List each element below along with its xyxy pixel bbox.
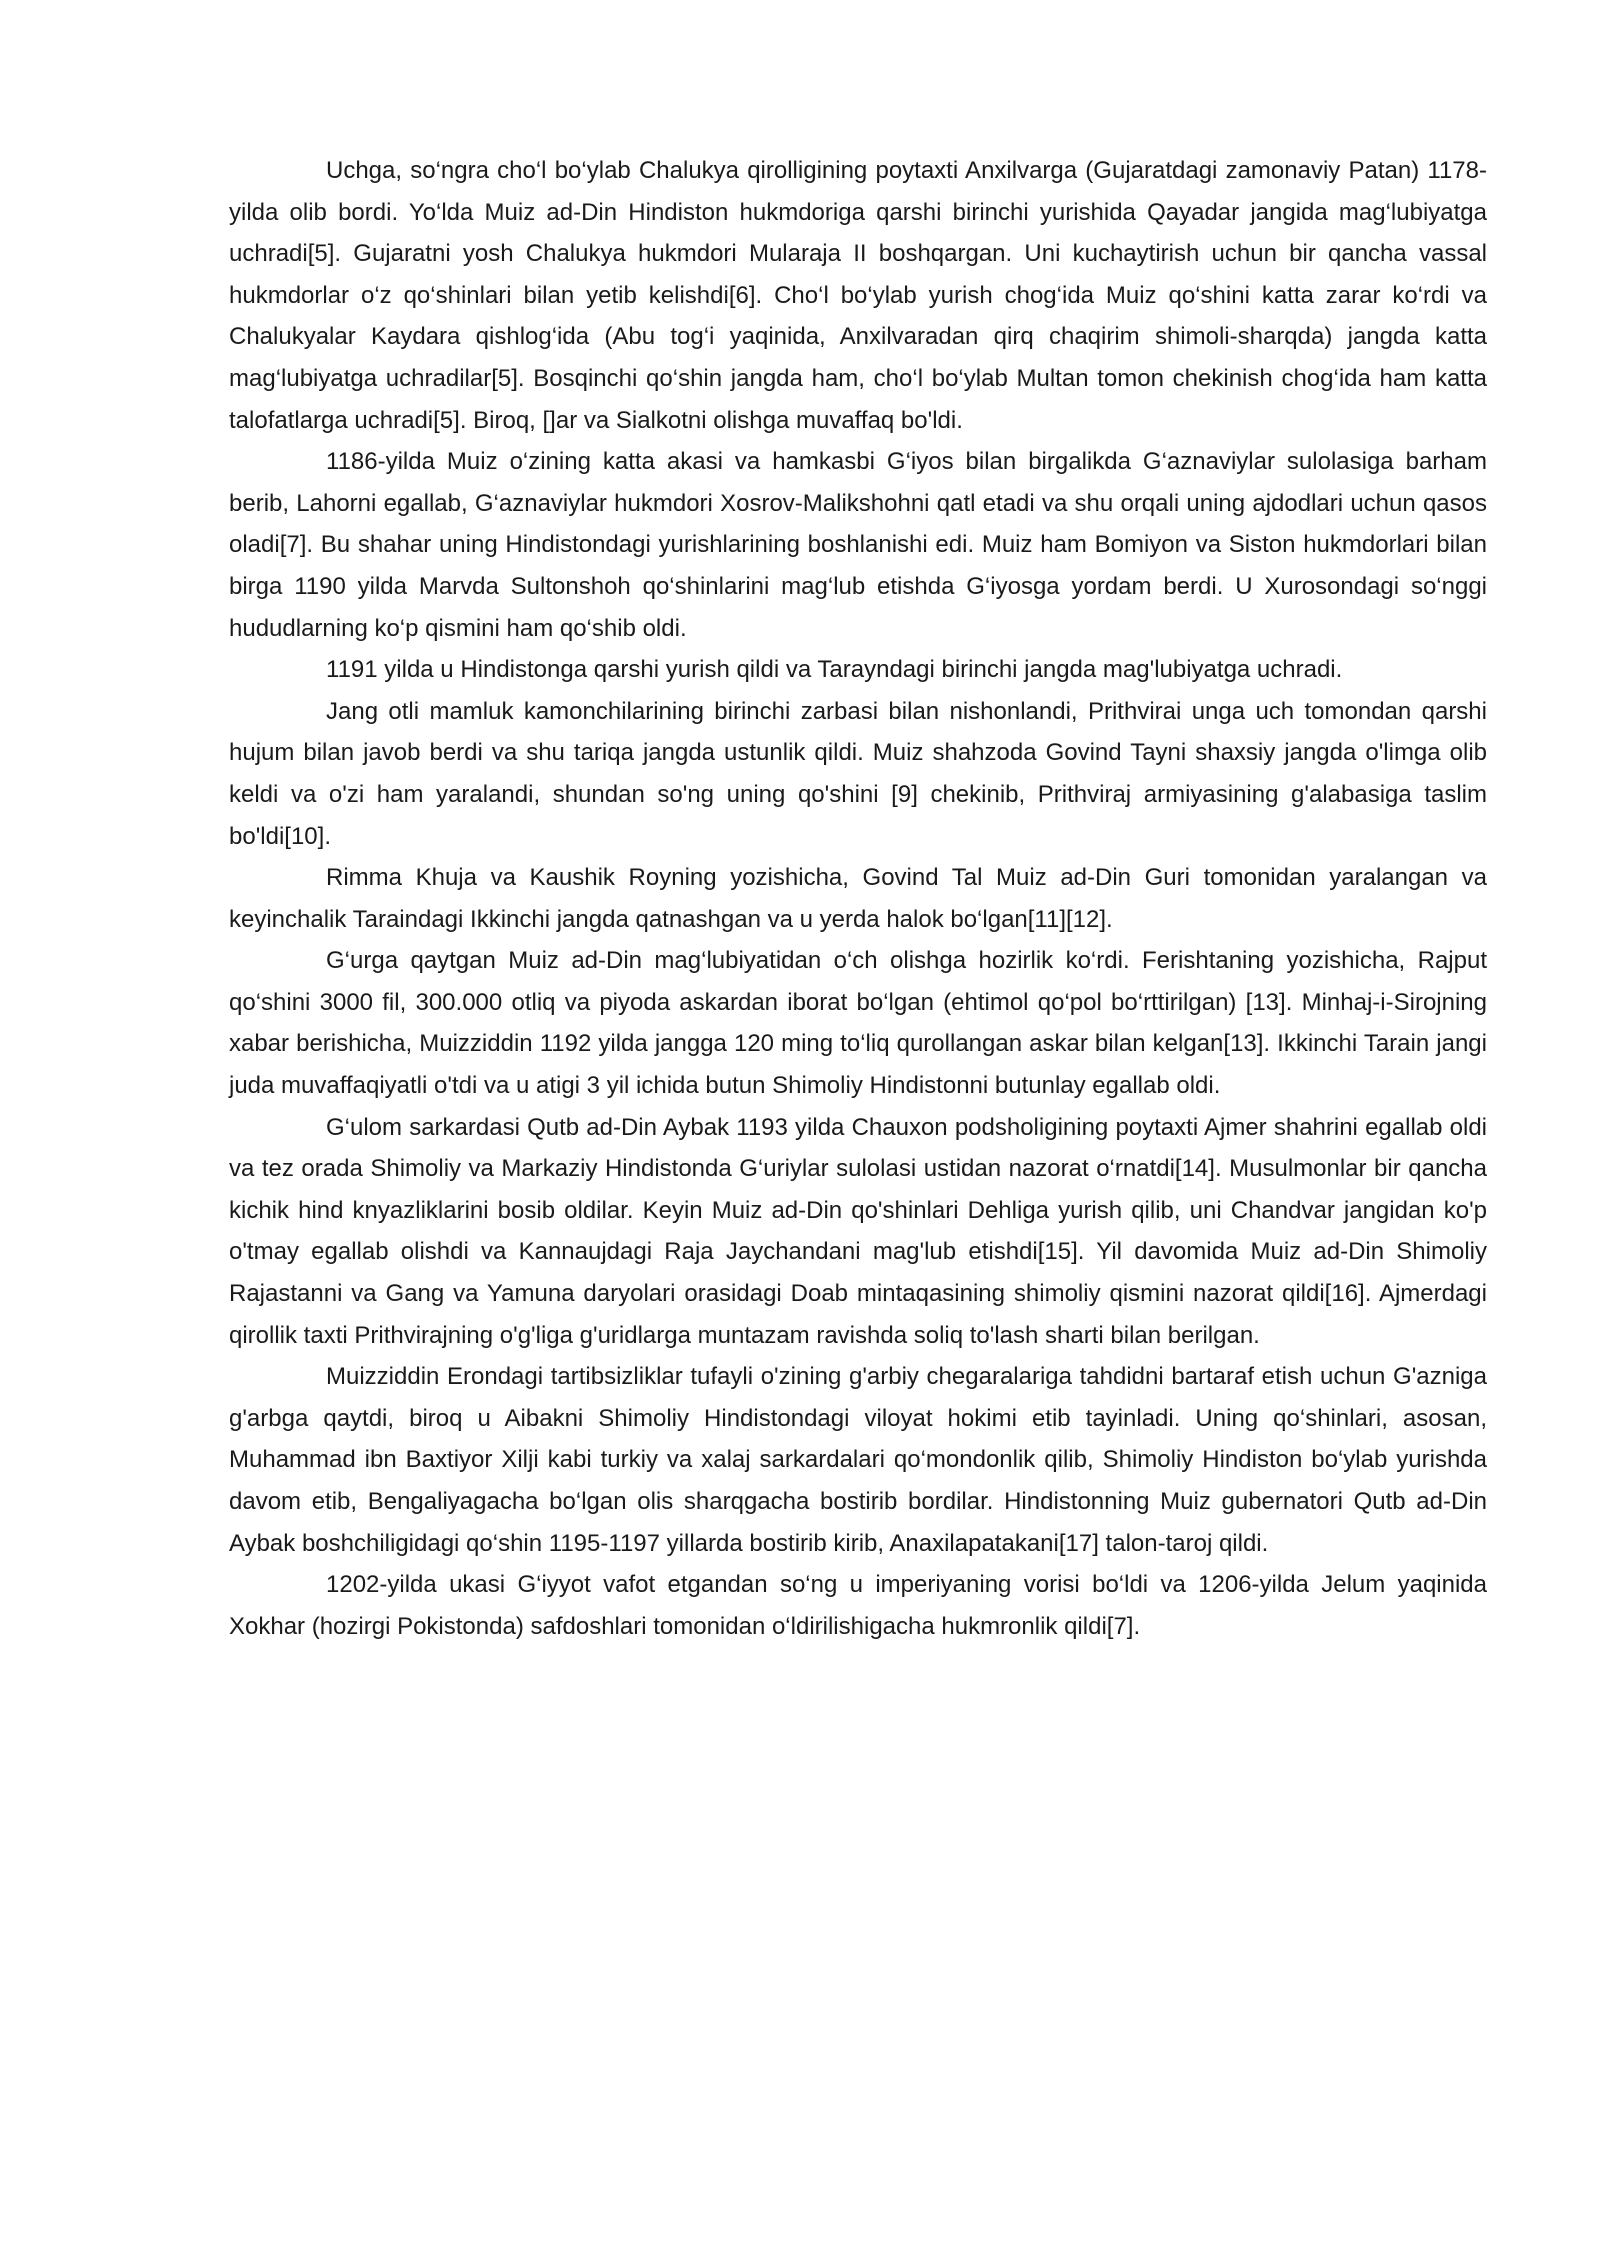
paragraph: 1202-yilda ukasi G‘iyyot vafot etgandan so‘ng u imperiyaning vorisi bo‘ldi va 1206-yilda Jelum yaqinida Xokhar (hozirgi Pokistonda) safdoshlari tomonidan o‘ldirilishigacha hukmronlik qildi[7]. xyxy=(229,1571,1487,1640)
paragraph: Jang otli mamluk kamonchilarining birinchi zarbasi bilan nishonlandi, Prithvirai unga uch tomondan qarshi hujum bilan javob berdi va shu tariqa jangda ustunlik qildi. Muiz shahzoda Govind Tayni shaxsiy jangda o'limga olib keldi va o'zi ham yaralandi, shundan so'ng uning qo'shini [9] chekinib, Prithviraj armiyasining g'alabasiga taslim bo'ldi[10]. xyxy=(229,697,1487,850)
paragraph: Uchga, so‘ngra cho‘l bo‘ylab Chalukya qirolligining poytaxti Anxilvarga (Gujaratdagi zamonaviy Patan) 1178-yilda olib bordi. Yo‘lda Muiz ad-Din Hindiston hukmdoriga qarshi birinchi yurishida Qayadar jangida mag‘lubiyatga uchradi[5]. Gujaratni yosh Chalukya hukmdori Mularaja II boshqargan. Uni kuchaytirish uchun bir qancha vassal hukmdorlar o‘z qo‘shinlari bilan yetib kelishdi[6]. Cho‘l bo‘ylab yurish chog‘ida Muiz qo‘shini katta zarar ko‘rdi va Chalukyalar Kaydara qishlog‘ida (Abu tog‘i yaqinida, Anxilvaradan qirq chaqirim shimoli-sharqda) jangda katta mag‘lubiyatga uchradilar[5]. Bosqinchi qo‘shin jangda ham, cho‘l bo‘ylab Multan tomon chekinish chog‘ida ham katta talofatlarga uchradi[5]. Biroq, []ar va Sialkotni olishga muvaffaq bo'ldi. xyxy=(229,157,1487,434)
paragraph: Rimma Khuja va Kaushik Royning yozishicha, Govind Tal Muiz ad-Din Guri tomonidan yaralangan va keyinchalik Taraindagi Ikkinchi jangda qatnashgan va u yerda halok bo‘lgan[11][12]. xyxy=(229,864,1487,933)
paragraph: 1191 yilda u Hindistonga qarshi yurish qildi va Tarayndagi birinchi jangda mag'lubiyatga uchradi. xyxy=(326,656,1343,684)
paragraph: 1186-yilda Muiz o‘zining katta akasi va hamkasbi G‘iyos bilan birgalikda G‘aznaviylar sulolasiga barham berib, Lahorni egallab, G‘aznaviylar hukmdori Xosrov-Malikshohni qatl etadi va shu orqali uning ajdodlari uchun qasos oladi[7]. Bu shahar uning Hindistondagi yurishlarining boshlanishi edi. Muiz ham Bomiyon va Siston hukmdorlari bilan birga 1190 yilda Marvda Sultonshoh qo‘shinlarini mag‘lub etishda G‘iyosga yordam berdi. U Xurosondagi so‘nggi hududlarning ko‘p qismini ham qo‘shib oldi. xyxy=(229,448,1487,642)
document-body xyxy=(229,150,1487,1647)
paragraph: G‘ulom sarkardasi Qutb ad-Din Aybak 1193 yilda Chauxon podsholigining poytaxti Ajmer shahrini egallab oldi va tez orada Shimoliy va Markaziy Hindistonda G‘uriylar sulolasi ustidan nazorat o‘rnatdi[14]. Musulmonlar bir qancha kichik hind knyazliklarini bosib oldilar. Keyin Muiz ad-Din qo'shinlari Dehliga yurish qilib, uni Chandvar jangidan ko'p o'tmay egallab olishdi va Kannaujdagi Raja Jaychandani mag'lub etishdi[15]. Yil davomida Muiz ad-Din Shimoliy Rajastanni va Gang va Yamuna daryolari orasidagi Doab mintaqasining shimoliy qismini nazorat qildi[16]. Ajmerdagi qirollik taxti Prithvirajning o'g'liga g'uridlarga muntazam ravishda soliq to'lash sharti bilan berilgan. xyxy=(229,1113,1487,1349)
paragraph: G‘urga qaytgan Muiz ad-Din mag‘lubiyatidan o‘ch olishga hozirlik ko‘rdi. Ferishtaning yozishicha, Rajput qo‘shini 3000 fil, 300.000 otliq va piyoda askardan iborat bo‘lgan (ehtimol qo‘pol bo‘rttirilgan) [13]. Minhaj-i-Sirojning xabar berishicha, Muizziddin 1192 yilda jangga 120 ming to‘liq qurollangan askar bilan kelgan[13]. Ikkinchi Tarain jangi juda muvaffaqiyatli o'tdi va u atigi 3 yil ichida butun Shimoliy Hindistonni butunlay egallab oldi. xyxy=(229,947,1487,1100)
paragraph: Muizziddin Erondagi tartibsizliklar tufayli o'zining g'arbiy chegaralariga tahdidni bartaraf etish uchun G'azniga g'arbga qaytdi, biroq u Aibakni Shimoliy Hindistondagi viloyat hokimi etib tayinladi. Uning qo‘shinlari, asosan, Muhammad ibn Baxtiyor Xilji kabi turkiy va xalaj sarkardalari qo‘mondonlik qilib, Shimoliy Hindiston bo‘ylab yurishda davom etib, Bengaliyagacha bo‘lgan olis sharqgacha bostirib bordilar. Hindistonning Muiz gubernatori Qutb ad-Din Aybak boshchiligidagi qo‘shin 1195-1197 yillarda bostirib kirib, Anaxilapatakani[17] talon-taroj qildi. xyxy=(229,1363,1487,1557)
